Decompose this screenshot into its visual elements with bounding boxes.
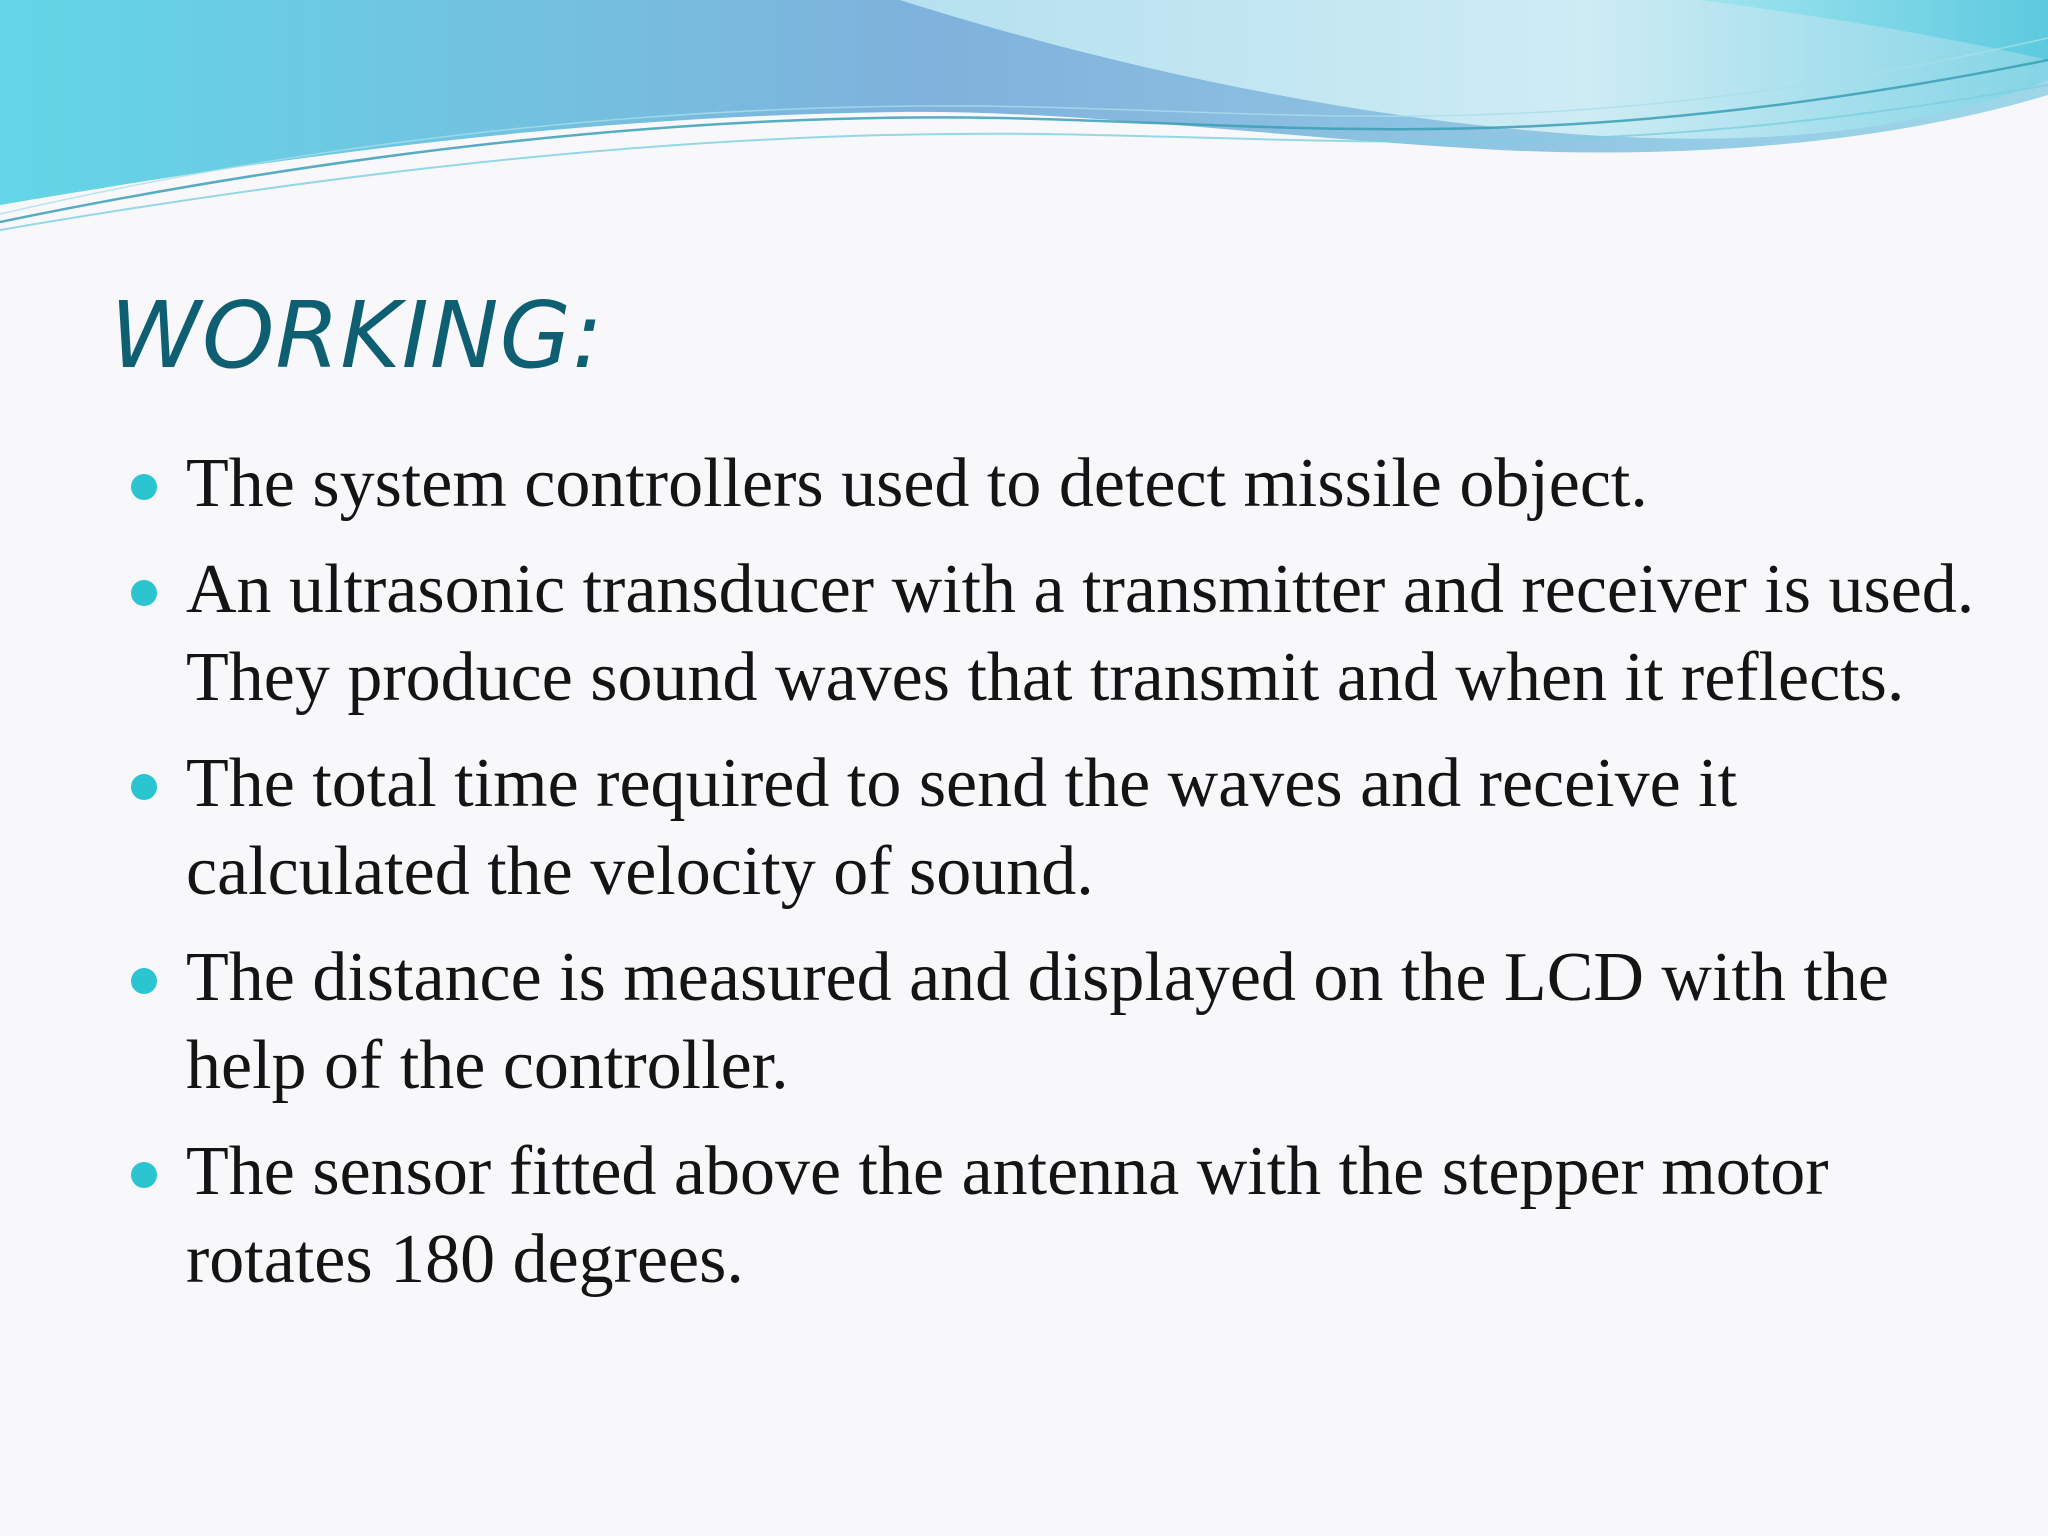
bullet-dot-icon	[131, 1162, 157, 1188]
bullet-dot-icon	[131, 968, 157, 994]
bullet-dot-icon	[131, 774, 157, 800]
bullet-text: The total time required to send the waves and receive it calculated the velocity of sound.	[186, 745, 1738, 910]
bullet-dot-icon	[131, 474, 157, 500]
bullet-item	[128, 934, 1988, 1110]
bullet-text: The distance is measured and displayed on the LCD with the help of the controller.	[186, 939, 1889, 1104]
bullet-text: An ultrasonic transducer with a transmitter and receiver is used. They produce sound waves that transmit and when it reflects.	[186, 551, 1975, 716]
bullet-item	[128, 440, 1988, 528]
slide-title: WORKING:	[110, 282, 604, 389]
bullet-text: The sensor fitted above the antenna with the stepper motor rotates 180 degrees.	[186, 1133, 1829, 1298]
bullet-dot-icon	[131, 580, 157, 606]
bullet-item	[128, 1128, 1988, 1304]
bullet-item	[128, 740, 1988, 916]
bullet-item	[128, 546, 1988, 722]
bullet-list	[128, 440, 1988, 1322]
decorative-wave-header	[0, 0, 2048, 240]
bullet-text: The system controllers used to detect missile object.	[186, 445, 1648, 522]
